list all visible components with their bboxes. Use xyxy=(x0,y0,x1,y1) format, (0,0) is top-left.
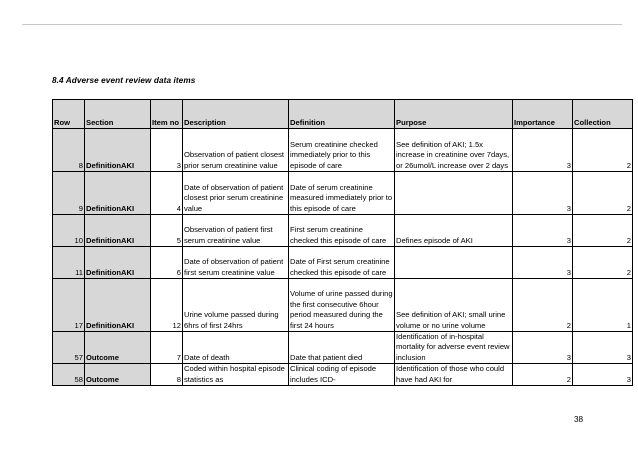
row-item-no: 7 xyxy=(151,332,183,364)
col-header-item-no: Item no xyxy=(151,100,183,129)
row-definition: Date that patient died xyxy=(289,332,395,364)
row-importance: 3 xyxy=(513,247,573,279)
row-definition: Date of First serum creatinine checked this episode of care xyxy=(289,247,395,279)
row-description: Date of death xyxy=(183,332,289,364)
row-definition: First serum creatinine checked this episode of care xyxy=(289,215,395,247)
row-section: Outcome xyxy=(85,364,151,386)
row-importance: 3 xyxy=(513,215,573,247)
col-header-section: Section xyxy=(85,100,151,129)
table-row xyxy=(53,215,633,247)
row-collection: 2 xyxy=(573,247,633,279)
row-collection: 3 xyxy=(573,332,633,364)
row-item-no: 12 xyxy=(151,279,183,332)
row-number: 8 xyxy=(53,129,85,172)
row-item-no: 3 xyxy=(151,129,183,172)
page-number: 38 xyxy=(574,415,584,424)
row-definition: Volume of urine passed during the first consecutive 6hour period measured during the first 24 hours xyxy=(289,279,395,332)
row-section: DefinitionAKI xyxy=(85,172,151,215)
row-number: 9 xyxy=(53,172,85,215)
row-item-no: 5 xyxy=(151,215,183,247)
row-number: 11 xyxy=(53,247,85,279)
row-description: Observation of patient first serum creatinine value xyxy=(183,215,289,247)
row-number: 10 xyxy=(53,215,85,247)
row-purpose xyxy=(395,172,513,215)
col-header-row: Row xyxy=(53,100,85,129)
row-description: Urine volume passed during 6hrs of first 24hrs xyxy=(183,279,289,332)
row-item-no: 6 xyxy=(151,247,183,279)
row-section: DefinitionAKI xyxy=(85,247,151,279)
row-importance: 2 xyxy=(513,279,573,332)
row-collection: 3 xyxy=(573,364,633,386)
col-header-importance: Importance xyxy=(513,100,573,129)
data-items-table xyxy=(52,99,633,386)
row-section: Outcome xyxy=(85,332,151,364)
col-header-definition: Definition xyxy=(289,100,395,129)
row-description: Date of observation of patient first serum creatinine value xyxy=(183,247,289,279)
table-header-row xyxy=(53,100,633,129)
table-row xyxy=(53,364,633,386)
row-purpose: Identification of in-hospital mortality for adverse event review inclusion xyxy=(395,332,513,364)
table-row xyxy=(53,129,633,172)
row-importance: 3 xyxy=(513,332,573,364)
table-row xyxy=(53,172,633,215)
row-purpose: Defines episode of AKI xyxy=(395,215,513,247)
col-header-collection: Collection xyxy=(573,100,633,129)
row-purpose xyxy=(395,247,513,279)
row-item-no: 4 xyxy=(151,172,183,215)
row-description: Observation of patient closest prior serum creatinine value xyxy=(183,129,289,172)
row-number: 58 xyxy=(53,364,85,386)
table-row xyxy=(53,247,633,279)
row-section: DefinitionAKI xyxy=(85,215,151,247)
header-rule xyxy=(22,24,622,25)
row-collection: 2 xyxy=(573,215,633,247)
row-item-no: 8 xyxy=(151,364,183,386)
row-definition: Date of serum creatinine measured immediately prior to this episode of care xyxy=(289,172,395,215)
row-purpose: See definition of AKI; 1.5x increase in creatinine over 7days, or 26umol/L increase over 2 days xyxy=(395,129,513,172)
row-collection: 2 xyxy=(573,172,633,215)
col-header-purpose: Purpose xyxy=(395,100,513,129)
table-row xyxy=(53,279,633,332)
row-collection: 2 xyxy=(573,129,633,172)
row-number: 57 xyxy=(53,332,85,364)
row-purpose: See definition of AKI; small urine volume or no urine volume xyxy=(395,279,513,332)
section-heading: 8.4 Adverse event review data items xyxy=(52,76,196,85)
table-row xyxy=(53,332,633,364)
row-description: Date of observation of patient closest prior serum creatinine value xyxy=(183,172,289,215)
row-importance: 3 xyxy=(513,129,573,172)
row-number: 17 xyxy=(53,279,85,332)
row-description: Coded within hospital episode statistics as xyxy=(183,364,289,386)
row-collection: 1 xyxy=(573,279,633,332)
row-importance: 2 xyxy=(513,364,573,386)
row-definition: Clinical coding of episode includes ICD- xyxy=(289,364,395,386)
row-importance: 3 xyxy=(513,172,573,215)
col-header-description: Description xyxy=(183,100,289,129)
row-section: DefinitionAKI xyxy=(85,279,151,332)
row-definition: Serum creatinine checked immediately prior to this episode of care xyxy=(289,129,395,172)
row-purpose: Identification of those who could have had AKI for xyxy=(395,364,513,386)
row-section: DefinitionAKI xyxy=(85,129,151,172)
